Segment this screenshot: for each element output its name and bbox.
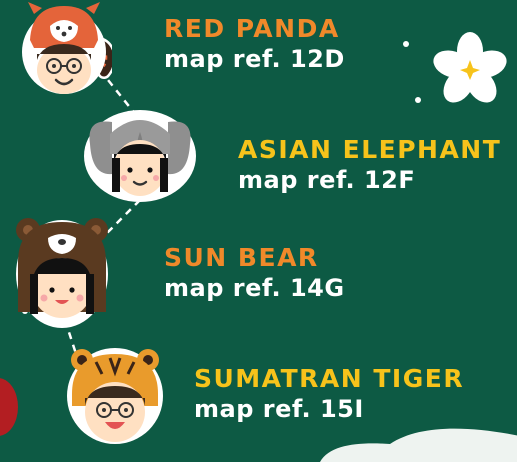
sun-bear-avatar (12, 212, 112, 330)
legend-entry-sumatran-tiger (194, 364, 464, 424)
frangipani-flower-icon (430, 30, 510, 110)
animal-name: SUMATRAN TIGER (194, 364, 465, 393)
elephant-avatar (82, 104, 198, 204)
map-reference: map ref. 12F (238, 166, 416, 194)
decor-dot (415, 97, 421, 103)
tiger-avatar (66, 346, 164, 446)
map-reference: map ref. 14G (164, 274, 345, 302)
animal-name: RED PANDA (164, 14, 340, 43)
animal-name: SUN BEAR (164, 243, 319, 272)
legend-entry-asian-elephant (238, 135, 501, 195)
red-panda-avatar (20, 0, 112, 108)
decor-dot (403, 41, 409, 47)
map-reference: map ref. 12D (164, 45, 345, 73)
legend-entry-sun-bear (164, 243, 345, 303)
animal-name: ASIAN ELEPHANT (238, 135, 502, 164)
map-reference: map ref. 15I (194, 395, 364, 423)
legend-entry-red-panda (164, 14, 345, 74)
